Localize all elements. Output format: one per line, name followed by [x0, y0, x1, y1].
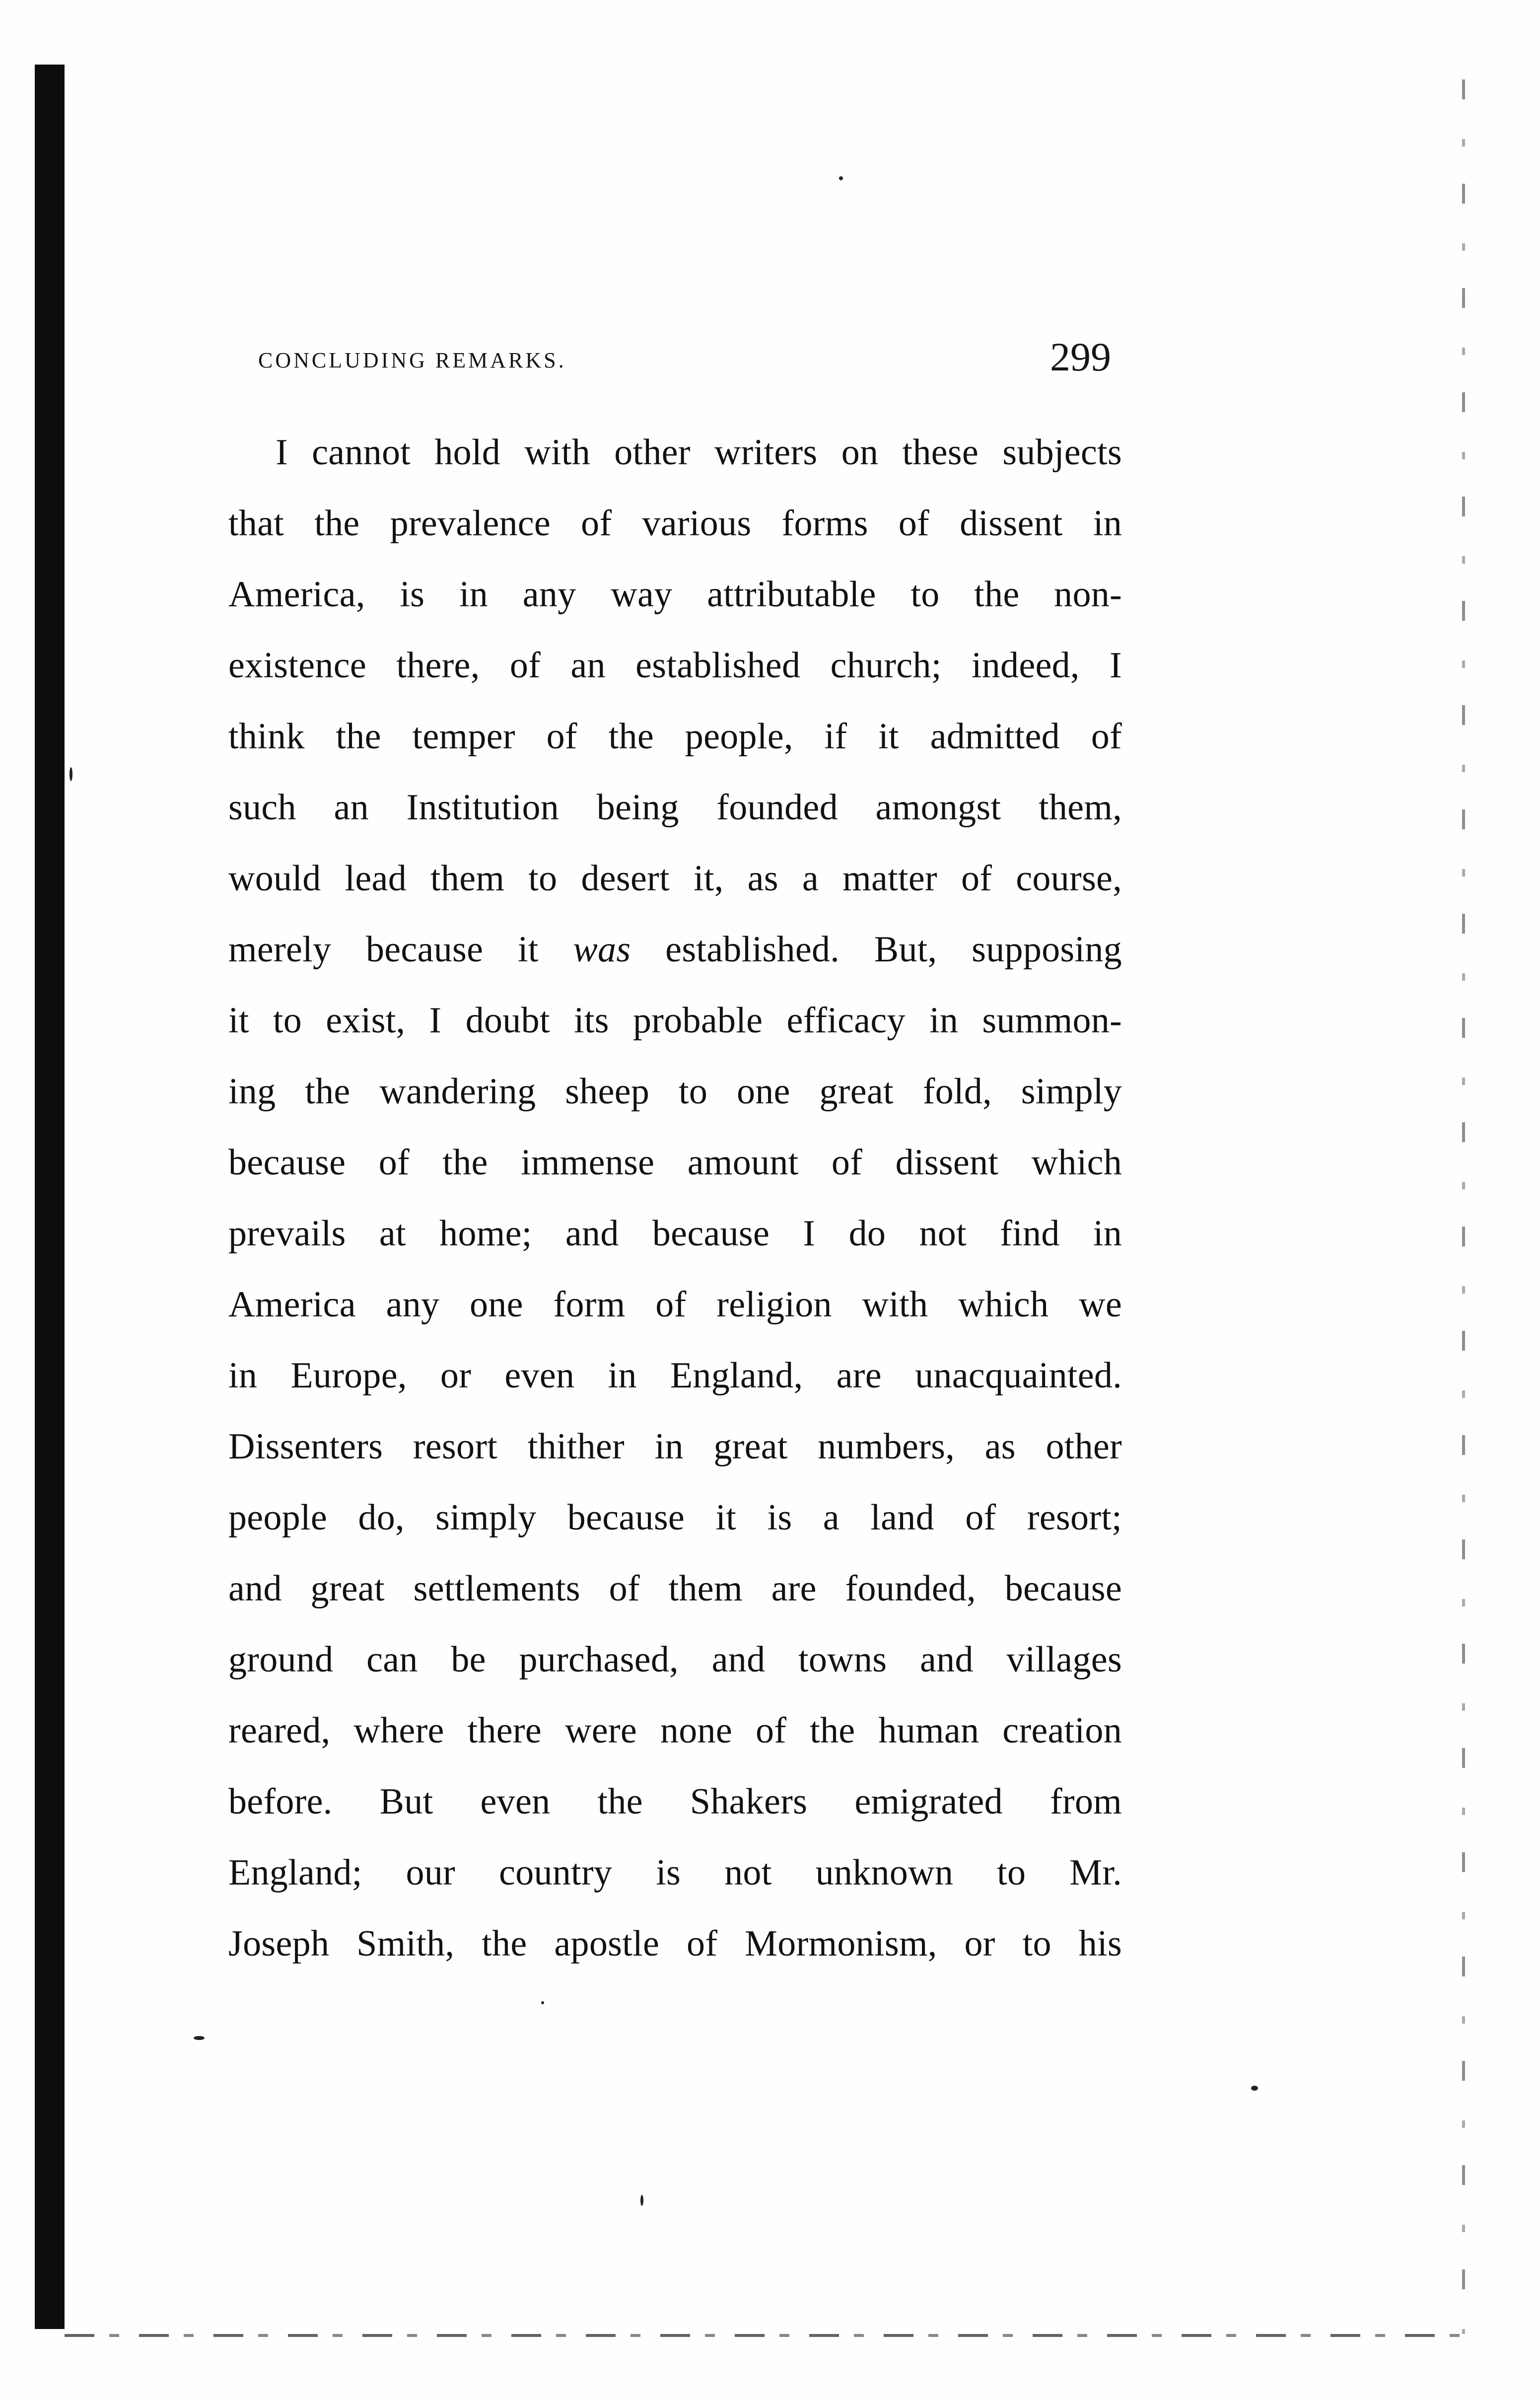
text-line: I cannot hold with other writers on these subjects	[276, 432, 1122, 473]
scan-speck	[1251, 2086, 1258, 2091]
text-line: it to exist, I doubt its probable efficacy in summon-	[228, 1000, 1122, 1041]
text-segment: established. But, supposing	[665, 929, 1122, 970]
text-line: because of the immense amount of dissent which	[228, 1142, 1122, 1183]
text-line: and great settlements of them are founded, because	[228, 1568, 1122, 1609]
text-line: England; our country is not unknown to Mr.	[228, 1852, 1122, 1893]
text-line: people do, simply because it is a land of resort;	[228, 1497, 1122, 1538]
text-line: would lead them to desert it, as a matter of course,	[228, 858, 1122, 899]
scan-speck	[640, 2195, 643, 2206]
page-bottom-edge	[65, 2334, 1470, 2337]
text-line: America any one form of religion with which we	[228, 1284, 1122, 1325]
scan-speck	[70, 767, 72, 781]
text-line: think the temper of the people, if it admitted of	[228, 716, 1122, 757]
text-line: that the prevalence of various forms of dissent in	[228, 503, 1122, 544]
scan-speck	[541, 2001, 544, 2004]
scan-speck	[839, 176, 843, 180]
text-line: before. But even the Shakers emigrated from	[228, 1781, 1122, 1822]
text-line: existence there, of an established church; indeed, I	[228, 645, 1122, 686]
text-segment: merely because it	[228, 929, 539, 970]
text-line	[228, 914, 1122, 985]
running-head: CONCLUDING REMARKS.	[258, 348, 566, 372]
text-line: in Europe, or even in England, are unacquainted.	[228, 1355, 1122, 1396]
text-line: such an Institution being founded amongst them,	[228, 787, 1122, 828]
text-line: ing the wandering sheep to one great fold, simply	[228, 1071, 1122, 1112]
page-right-edge	[1462, 79, 1465, 2334]
scan-speck	[194, 2036, 205, 2040]
text-line: ground can be purchased, and towns and villages	[228, 1639, 1122, 1680]
text-line: reared, where there were none of the human creation	[228, 1710, 1122, 1751]
text-line: Joseph Smith, the apostle of Mormonism, or to his	[228, 1923, 1122, 1964]
page-number: 299	[1050, 334, 1111, 379]
text-line: prevails at home; and because I do not find in	[228, 1213, 1122, 1254]
binding-edge	[35, 65, 65, 2329]
text-line: America, is in any way attributable to the non-	[228, 574, 1122, 615]
text-line: Dissenters resort thither in great numbers, as other	[228, 1426, 1122, 1467]
italic-word: was	[573, 929, 631, 970]
body-paragraph	[228, 417, 1122, 1979]
